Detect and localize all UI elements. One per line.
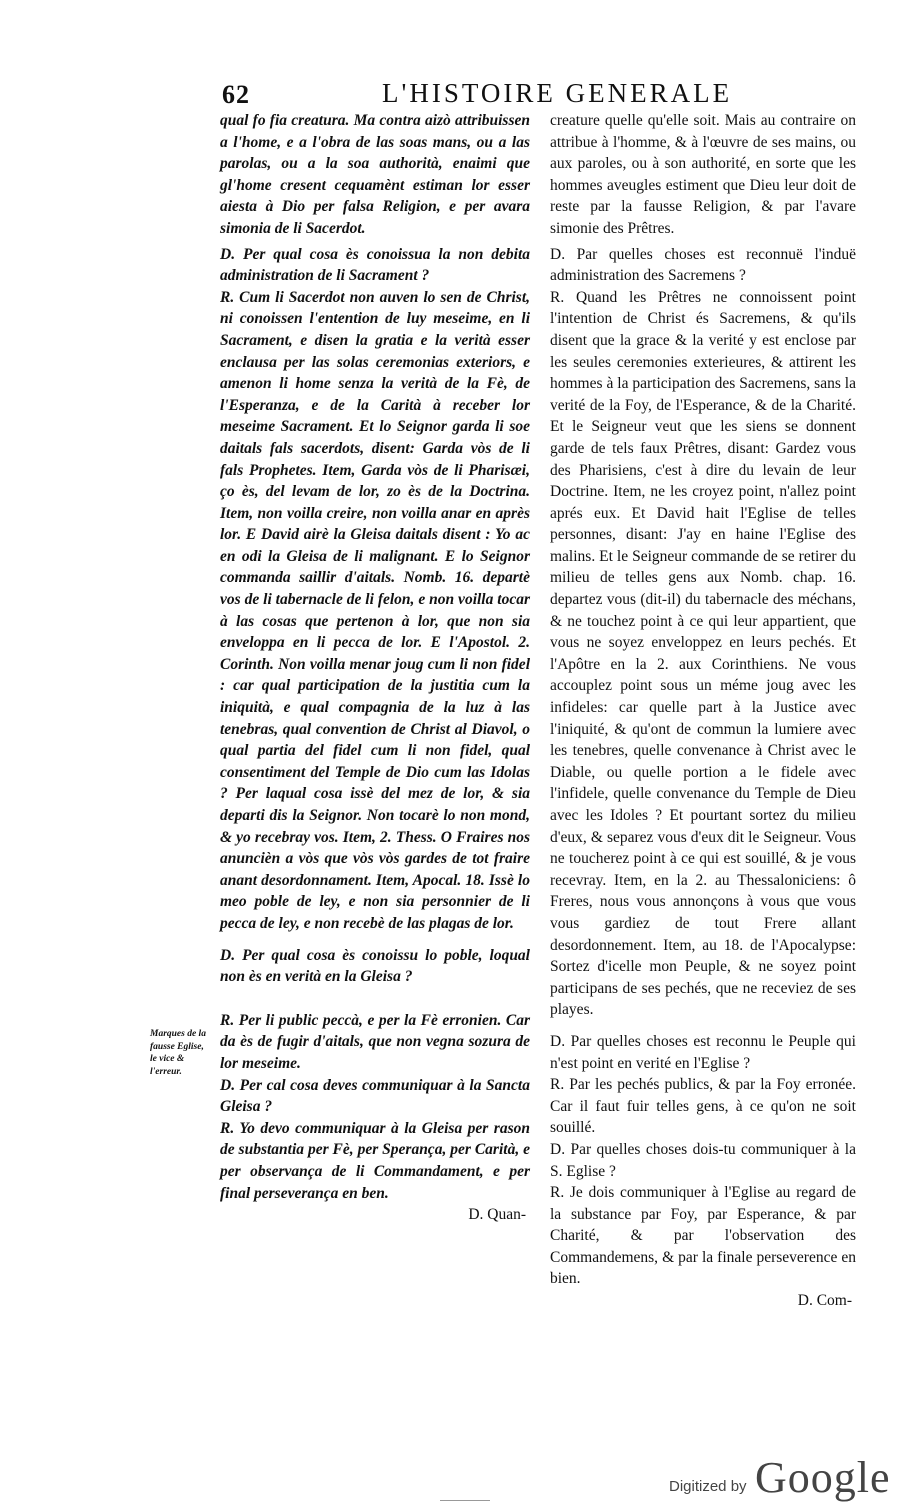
page-number: 62 <box>222 80 250 109</box>
running-title: L'HISTOIRE GENERALE <box>382 78 733 108</box>
google-logo: Google <box>755 1453 891 1502</box>
occitan-column <box>220 110 530 1226</box>
paragraph: R. Per li public peccà, e per la Fè erronien. Car da ès de fugir d'aitals, que non vegna sozura de lor meseime. <box>220 1011 530 1072</box>
catchword: D. Com- <box>797 1292 852 1310</box>
paragraph: creature quelle qu'elle soit. Mais au contraire on attribue à l'homme, & à l'œuvre de ses mains, ou aux paroles, ou à son authorité, en sorte que les hommes aveugles estiment que Dieu leur doit de reste par la fausse Religion, & par l'avare simonie des Prêtres. <box>550 112 856 237</box>
running-header <box>0 78 915 112</box>
paragraph: qual fo fia creatura. Ma contra aizò attribuissen a l'home, e a l'obra de las soas mans, ou a las parolas, ou a la soa authorità, enaimi que gl'home cresent cequamènt estiman lor esser aiesta à Dio per falsa Religion, e per avara simonia de li Sacerdot. <box>220 112 530 237</box>
margin-note: Marques de la fausse Eglise, le vice & l'erreur. <box>150 1029 206 1077</box>
paragraph: D. Per qual cosa ès conoissua la non debita administration de li Sacrament ? <box>220 245 530 285</box>
paragraph: D. Per qual cosa ès conoissu lo poble, loqual non ès en verità en la Gleisa ? <box>220 946 530 986</box>
digitized-by-label: Digitized by <box>669 1478 747 1495</box>
catchword: D. Quan- <box>468 1206 526 1224</box>
paragraph: D. Par quelles choses dois-tu communiquer à la S. Eglise ? <box>550 1140 856 1180</box>
paragraph: R. Cum li Sacerdot non auven lo sen de Christ, ni conoissen l'entention de luy meseime, en li Sacrament, e disen la gratia e la verità esser enclausa per las solas ceremonias exteriors, e amenon li home senza la verità de la Fè, de l'Esperanza, e de la Carità à receber lor meseime Sacrament. Et lo Seignor garda li soe daitals fals sacerdots, disent: Garda vòs de li fals Prophetes. Item, Garda vòs de li Pharisæi, ço ès, del levam de lor, zo ès de la Doctrina. Item, non voilla creire, non voilla anar en après lor. E David airè la Gleisa daitals disent : Yo ac en odi la Gleisa de li malignant. E lo Seignor commanda saillir d'aitals. Nomb. 16. departè vos de li tabernacle de li felon, e non voilla tocar à las cosas que pertenon à lor, que non sia enveloppa en li pecca de lor. E l'Apostol. 2. Corinth. Non voilla menar joug cum li non fidel : car qual participation de la justitia cum la iniquità, e qual compagnia de la luz à las tenebras, qual convention de Christ al Diavol, o qual partia del fidel cum li non fidel, qual consentiment del Temple de Dio cum las Idolas ? Per laqual cosa issè del mez de lor, & sia departi dis la Seignor. Non tocarè lo non mond, & yo recebray vos. Item, 2. Thess. O Fraires nos anuncièn a vòs que vòs vòs gardes de tot fraire anant desordonnament. Item, Apocal. 18. Issè lo meo poble de ley, e non sia personnier de li pecca de ley, e non recebè de las plagas de lor. <box>220 288 530 932</box>
bottom-rule <box>440 1500 490 1501</box>
paragraph: R. Je dois communiquer à l'Eglise au regard de la substance par Foy, par Esperance, & par Charité, & par l'observation des Commandemens, & par la finale perseverence en bien. <box>550 1184 856 1288</box>
paragraph: D. Par quelles choses est reconnuë l'induë administration des Sacremens ? <box>550 245 856 285</box>
paragraph: R. Yo devo communiquar à la Gleisa per rason de substantia per Fè, per Sperança, per Carità, e per observança de li Commandament, e per final perseverança en ben. <box>220 1119 530 1202</box>
paragraph: D. Par quelles choses est reconnu le Peuple qui n'est point en verité en l'Eglise ? <box>550 1032 856 1072</box>
paragraph: R. Par les pechés publics, & par la Foy erronée. Car il faut fuir telles gens, à ce qu'on ne soit souillé. <box>550 1076 856 1137</box>
french-column <box>550 110 856 1312</box>
paragraph: R. Quand les Prêtres ne connoissent point l'intention de Christ és Sacremens, & qu'ils disent que la grace & la verité y est enclose par les seules ceremonies exterieures, & attirent les hommes à la participation des Sacremens, sans la verité de la Foy, de l'Esperance, & de la Charité. Et le Seigneur veut que les siens se donnent garde de tels faux Prêtres, disant: Gardez vous des Pharisiens, c'est à dire du levain de leur Doctrine. Item, ne les croyez point, n'allez point aprés eux. Et David hait l'Eglise de telles personnes, disant: J'ay en haine l'Eglise des malins. Et le Seigneur commande de se retirer du milieu de telles gens aux Nomb. chap. 16. departez vous (dit-il) du tabernacle des méchans, & ne touchez point à ce qui leur appartient, que vous ne soyez enveloppez en leurs pechés. Et l'Apôtre en la 2. aux Corinthiens. Ne vous accouplez point sous un méme joug avec les infideles: car quelle part à la Justice avec l'iniquité, & qu'ont de commun la lumiere avec les tenebres, quelle convenance à Christ avec le Diable, ou quelle portion a le fidele avec l'infidele, quelle convenance du Temple de Dieu avec les Idoles ? Et pourtant sortez du milieu d'eux, & separez vous d'eux dit le Seigneur. Vous ne toucherez point à ce qui est souillé, & je vous recevray. Item, en la 2. au Thessaloniciens: ô Freres, nous vous annonçons à vous que vous vous gardiez de tout Frere allant desordonnement. Item, au 18. de l'Apocalypse: Sortez d'icelle mon Peuple, & ne soyez point participans de ses pechés, que ne receviez de ses playes. <box>550 288 856 1019</box>
paragraph: D. Per cal cosa deves communiquar à la Sancta Gleisa ? <box>220 1076 530 1116</box>
